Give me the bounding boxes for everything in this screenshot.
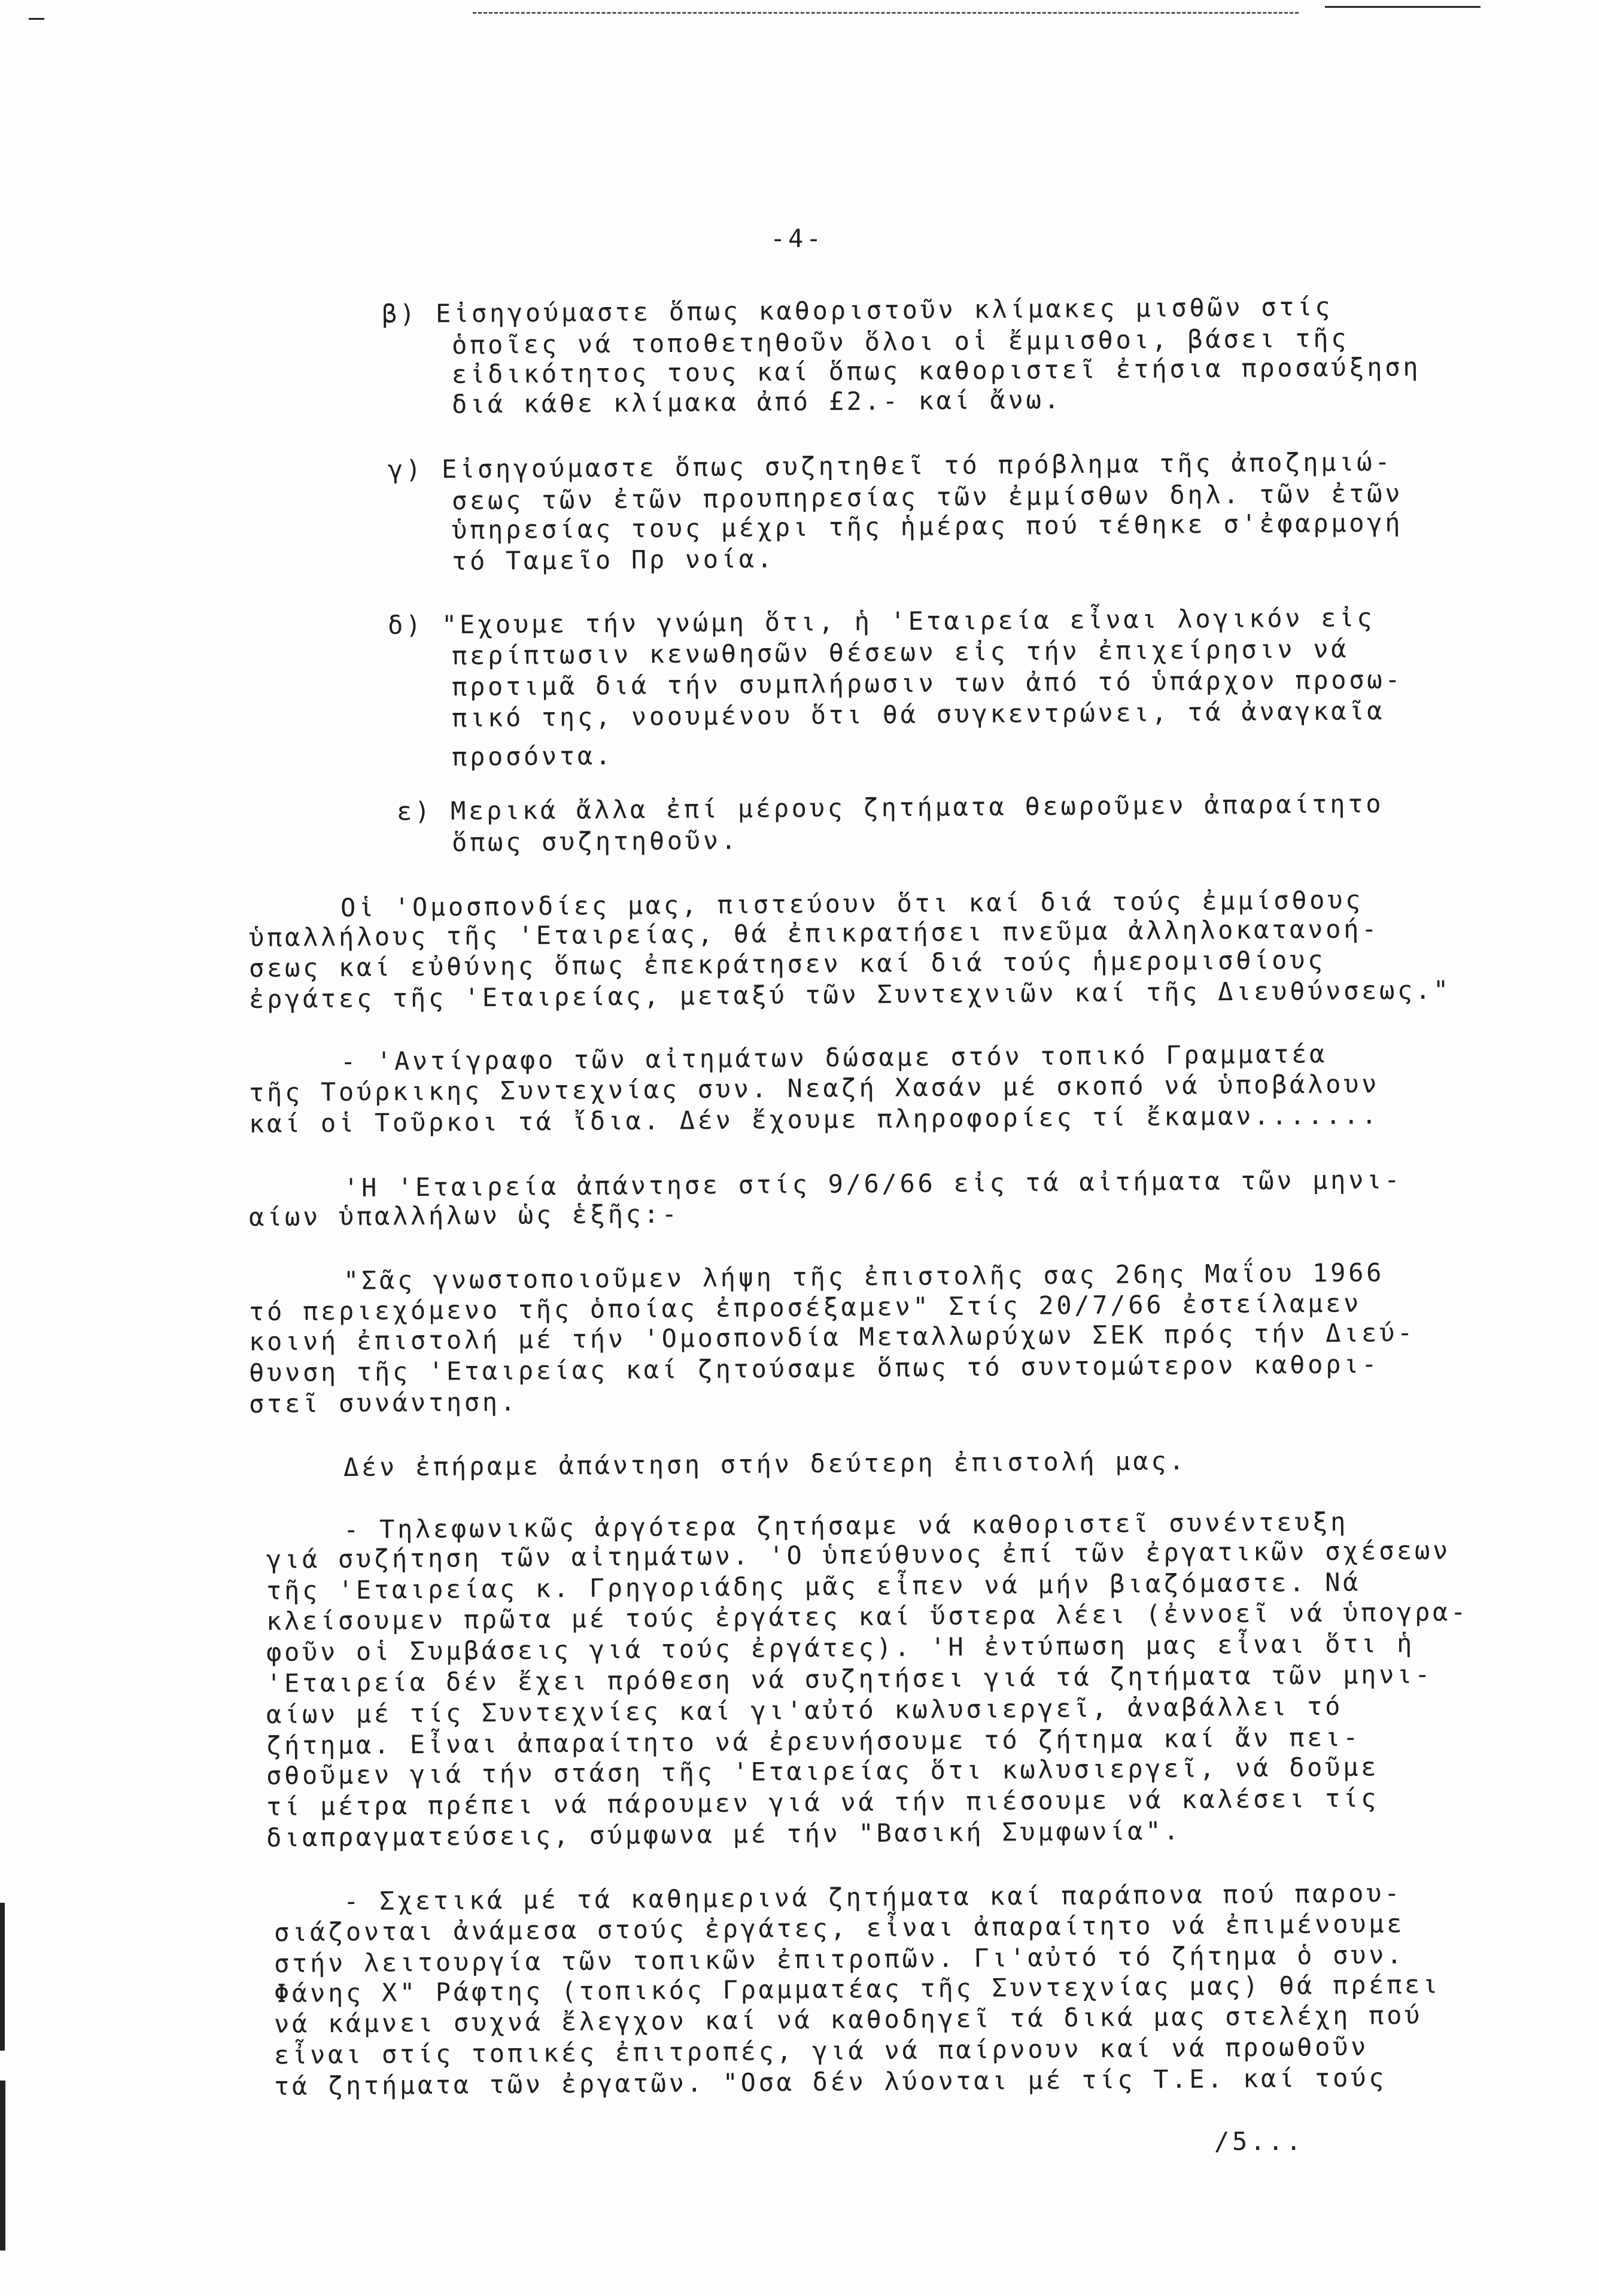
paragraph-line: στεῖ συνάντηση. (248, 1387, 518, 1419)
list-item-text: ὑπηρεσίας τους μέχρι τῆς ἡμέρας πού τέθηκε σ'ἐφαρμογή (451, 508, 1403, 545)
paragraph-line: τῆς 'Εταιρείας κ. Γρηγοριάδης μᾶς εἶπεν νά μήν βιαζόμαστε. Νά (266, 1567, 1361, 1605)
list-item-label: ε) (396, 796, 433, 826)
scan-artifact-top-dashes (473, 12, 1299, 14)
paragraph-line: - Τηλεφωνικῶς ἀργότερα ζητήσαμε νά καθοριστεῖ συνέντευξη (343, 1507, 1349, 1544)
paragraph-line: θυνση τῆς 'Εταιρείας καί ζητούσαμε ὅπως τό συντομώτερον καθορι- (248, 1349, 1380, 1387)
list-item-text: διά κάθε κλίμακα ἀπό £2.- καί ἄνω. (451, 384, 1062, 419)
list-item-text: ὅπως συζητηθοῦν. (451, 825, 739, 857)
scan-artifact-corner-mark (29, 18, 44, 20)
list-item-text: ὁποῖες νά τοποθετηθοῦν ὅλοι οἱ ἔμμισθοι, βάσει τῆς (451, 323, 1349, 360)
list-item-text: Εἰσηγούμαστε ὅπως καθοριστοῦν κλίμακες μισθῶν στίς (435, 291, 1333, 329)
scan-artifact-left-edge (0, 2081, 5, 2251)
paragraph-line: αίων ὑπαλλήλων ὡς ἑξῆς:- (248, 1199, 680, 1232)
list-item-text: Μερικά ἄλλα ἐπί μέρους ζητήματα θεωροῦμεν ἀπαραίτητο (450, 789, 1384, 826)
paragraph-line: κλείσουμεν πρῶτα μέ τούς ἐργάτες καί ὕστερα λέει (ἐννοεῖ νά ὑπογρα- (266, 1597, 1469, 1636)
paragraph-line: αίων μέ τίς Συντεχνίες καί γι'αὐτό κωλυσιεργεῖ, ἀναβάλλει τό (266, 1691, 1343, 1729)
paragraph-line: τά ζητήματα τῶν ἐργατῶν. "Οσα δέν λύονται μέ τίς Τ.Ε. καί τούς (273, 2063, 1387, 2101)
list-item-text: εἰδικότητος τους καί ὅπως καθοριστεῖ ἐτήσια προσαύξηση (451, 352, 1421, 389)
list-item-text: περίπτωσιν κενωθησῶν θέσεων εἰς τήν ἐπιχείρησιν νά (451, 634, 1349, 670)
paragraph-line: - 'Αντίγραφο τῶν αἰτημάτων δώσαμε στόν τοπικό Γραμματέα (340, 1039, 1328, 1076)
list-item-text: "Εχουμε τήν γνώμη ὅτι, ἡ 'Εταιρεία εἶναι λογικόν εἰς (441, 603, 1375, 640)
scan-artifact-left-edge (0, 1903, 5, 2051)
paragraph-line: σιάζονται ἀνάμεσα στούς ἐργάτες, εἶναι ἀπαραίτητο νά ἐπιμένουμε (273, 1909, 1405, 1947)
scan-artifact-top-rule (1325, 6, 1481, 8)
paragraph-line: ἐργάτες τῆς 'Εταιρείας, μεταξύ τῶν Συντεχνιῶν καί τῆς Διευθύνσεως." (248, 975, 1452, 1014)
list-item-line (452, 696, 1385, 734)
paragraph-line: φοῦν οἱ Συμβάσεις γιά τούς ἐργάτες). 'Η ἐντύπωση μας εἶναι ὅτι ἡ (266, 1628, 1415, 1667)
list-item-text: τό Ταμεῖο Πρ νοία. (451, 543, 775, 576)
list-item-label: δ) (387, 610, 424, 640)
paragraph-line: 'Εταιρεία δέν ἔχει πρόθεση νά συζητήσει γιά τά ζητήματα τῶν μηνι- (266, 1659, 1433, 1698)
paragraph-line: σεως καί εὐθύνης ὅπως ἐπεκράτησεν καί διά τούς ἡμερομισθίους (248, 944, 1326, 983)
list-item-label: β) (381, 299, 418, 329)
paragraph-line: καί οἱ Τοῦρκοι τά ἴδια. Δέν ἔχουμε πληροφορίες τί ἔκαμαν....... (248, 1100, 1380, 1138)
paragraph-line: ὑπαλλήλους τῆς 'Εταιρείας, θά ἐπικρατήσει πνεῦμα ἀλληλοκατανοή- (248, 914, 1380, 952)
list-item-text: σεως τῶν ἐτῶν προυπηρεσίας τῶν ἐμμίσθων δηλ. τῶν ἐτῶν (451, 478, 1403, 515)
paragraph-line: εἶναι στίς τοπικές ἐπιτροπές, γιά νά παίρνουν καί νά προωθοῦν (273, 2031, 1369, 2070)
list-item-line (452, 384, 1062, 420)
list-item-text: πικό της, νοουμένου ὅτι θά συγκεντρώνει, τά ἀναγκαῖα (451, 696, 1385, 733)
paragraph-line: νά κάμνει συχνά ἔλεγχον καί νά καθοδηγεῖ τά δικά μας στελέχη πού (273, 2000, 1423, 2039)
paragraph-line: στήν λειτουργία τῶν τοπικῶν ἐπιτροπῶν. Γι'αὐτό τό ζήτημα ὁ συν. (273, 1940, 1405, 1978)
paragraph-line: τί μέτρα πρέπει νά πάρουμεν γιά νά τήν πιέσουμε νά καλέσει τίς (266, 1783, 1379, 1821)
paragraph-line: Φάνης Χ" Ράφτης (τοπικός Γραμματέας τῆς Συντεχνίας μας) θά πρέπει (273, 1969, 1441, 2008)
paragraph-line: ζήτημα. Εἶναι ἀπαραίτητο νά ἐρευνήσουμε τό ζήτημα καί ἄν πει- (266, 1722, 1361, 1760)
list-item-line (452, 825, 739, 858)
paragraph-line: τό περιεχόμενο τῆς ὁποίας ἐπροσέξαμεν" Στίς 20/7/66 ἐστείλαμεν (248, 1288, 1362, 1326)
paragraph-line: γιά συζήτηση τῶν αἰτημάτων. 'Ο ὑπεύθυνος ἐπί τῶν ἐργατικῶν σχέσεων (266, 1535, 1451, 1574)
paragraph-line: "Σᾶς γνωστοποιοῦμεν λήψη τῆς ἐπιστολῆς σας 26ης Μαΐου 1966 (343, 1258, 1385, 1295)
list-item-label: γ) (387, 454, 424, 484)
paragraph-line: κοινή ἐπιστολή μέ τήν 'Ομοσπονδία Μεταλλωρύχων ΣΕΚ πρός τήν Διεύ- (248, 1317, 1416, 1356)
list-item-line (452, 543, 775, 577)
paragraph-line: Δέν ἐπήραμε ἀπάντηση στήν δεύτερη ἐπιστολή μας. (343, 1445, 1187, 1482)
paragraph-line: Οἱ 'Ομοσπονδίες μας, πιστεύουν ὅτι καί διά τούς ἐμμίσθους (340, 885, 1364, 922)
paragraph-line: 'Η 'Εταιρεία ἀπάντησε στίς 9/6/66 εἰς τά αἰτήματα τῶν μηνι- (343, 1165, 1403, 1202)
paragraph-line: σθοῦμεν γιά τήν στάση τῆς 'Εταιρείας ὅτι κωλυσιεργεῖ, νά δοῦμε (266, 1752, 1379, 1790)
paragraph-line: τῆς Τούρκικης Συντεχνίας συν. Νεαζή Χασάν μέ σκοπό νά ὑποβάλουν (248, 1069, 1380, 1107)
paragraph-line: - Σχετικά μέ τά καθημερινά ζητήματα καί παράπονα πού παρου- (343, 1878, 1403, 1916)
list-item-line (397, 788, 1384, 827)
list-item-line (452, 740, 613, 773)
page-number: -4- (770, 224, 824, 253)
list-item-text: προσόντα. (451, 740, 614, 772)
list-item-text: προτιμᾶ διά τήν συμπλήρωσιν των ἀπό τό ὑπάρχον προσω- (451, 664, 1403, 701)
paragraph-line: διαπραγματεύσεις, σύμφωνα μέ τήν "Βασική Συμφωνία". (266, 1815, 1182, 1852)
continuation-marker: /5... (1214, 2127, 1304, 2156)
list-item-line (452, 508, 1403, 546)
list-item-text: Εἰσηγούμαστε ὅπως συζητηθεῖ τό πρόβλημα τῆς ἀποζημιώ- (441, 447, 1393, 484)
